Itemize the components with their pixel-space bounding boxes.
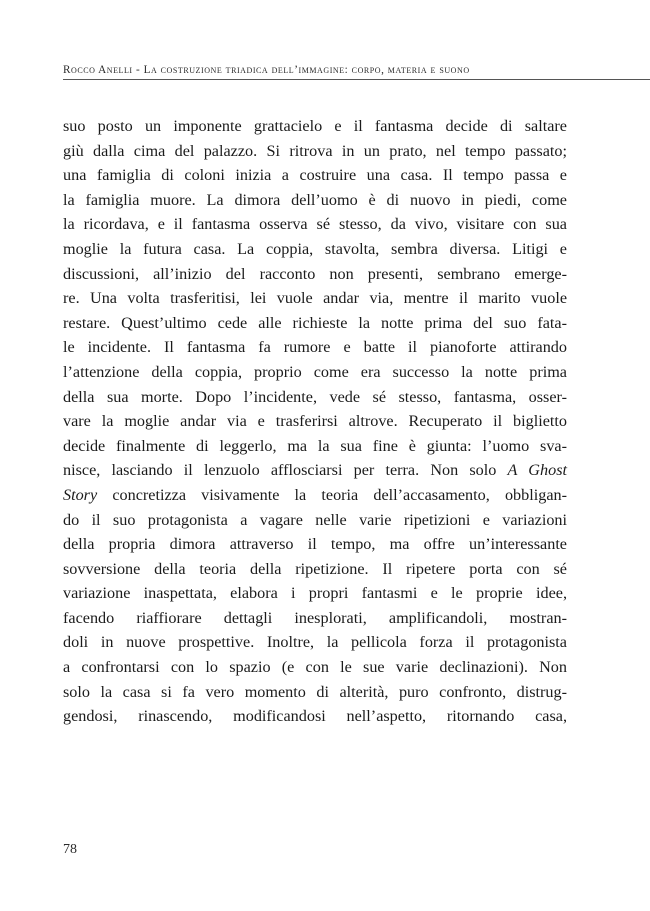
text-line: la famiglia muore. La dimora dell’uomo è di nuovo in piedi, come [63,190,567,209]
text-line: le incidente. Il fantasma fa rumore e batte il pianoforte attirando [63,338,567,357]
text-line: decide finalmente di leggerlo, ma la sua fine è giunta: l’uomo sva- [63,436,567,455]
text-line: do il suo protagonista a vagare nelle varie ripetizioni e variazioni [63,510,567,529]
text-line: una famiglia di coloni inizia a costruire una casa. Il tempo passa e [63,166,567,185]
text-line: re. Una volta trasferitisi, lei vuole andar via, mentre il marito vuole [63,289,567,308]
text-line [63,483,567,508]
text-line: gendosi, rinascendo, modificandosi nell’aspetto, ritornando casa, [63,707,567,726]
text-line: della sua morte. Dopo l’incidente, vede sé stesso, fantasma, osser- [63,387,567,406]
text-line: l’attenzione della coppia, proprio come era successo la notte prima [63,362,567,381]
text-line: facendo riaffiorare dettagli inesplorati, amplificandoli, mostran- [63,608,567,627]
text-fragment: nisce, lasciando il lenzuolo afflosciarsi per terra. Non solo [63,461,497,480]
text-line: moglie la futura casa. La coppia, stavolta, sembra diversa. Litigi e [63,239,567,258]
text-line [63,458,567,483]
text-line: discussioni, all’inizio del racconto non presenti, sembrano emerge- [63,264,567,283]
running-head: Rocco Anelli - La costruzione triadica dell’immagine: corpo, materia e suono [63,64,470,76]
text-line: la ricordava, e il fantasma osserva sé stesso, da vivo, visitare con sua [63,215,567,234]
film-title: A Ghost [507,461,567,480]
text-fragment: concretizza visivamente la teoria dell’accasamento, obbligan- [97,485,567,504]
page-number: 78 [63,842,77,857]
text-line: suo posto un imponente grattacielo e il fantasma decide di saltare [63,117,567,135]
body-text [63,114,567,729]
header-rule [63,79,650,80]
text-line: giù dalla cima del palazzo. Si ritrova in un prato, nel tempo passato; [63,141,567,160]
text-line: vare la moglie andar via e trasferirsi altrove. Recuperato il biglietto [63,412,567,431]
text-line: a confrontarsi con lo spazio (e con le sue varie declinazioni). Non [63,658,567,677]
film-title: Story [63,485,98,504]
text-line: variazione inaspettata, elabora i propri fantasmi e le proprie idee, [63,584,567,603]
text-line: della propria dimora attraverso il tempo, ma offre un’interessante [63,535,567,554]
text-line: restare. Quest’ultimo cede alle richieste la notte prima del suo fata- [63,313,567,332]
text-line: sovversione della teoria della ripetizione. Il ripetere porta con sé [63,559,567,578]
text-line: solo la casa si fa vero momento di alterità, puro confronto, distrug- [63,682,567,701]
text-line: doli in nuove prospettive. Inoltre, la pellicola forza il protagonista [63,633,567,652]
